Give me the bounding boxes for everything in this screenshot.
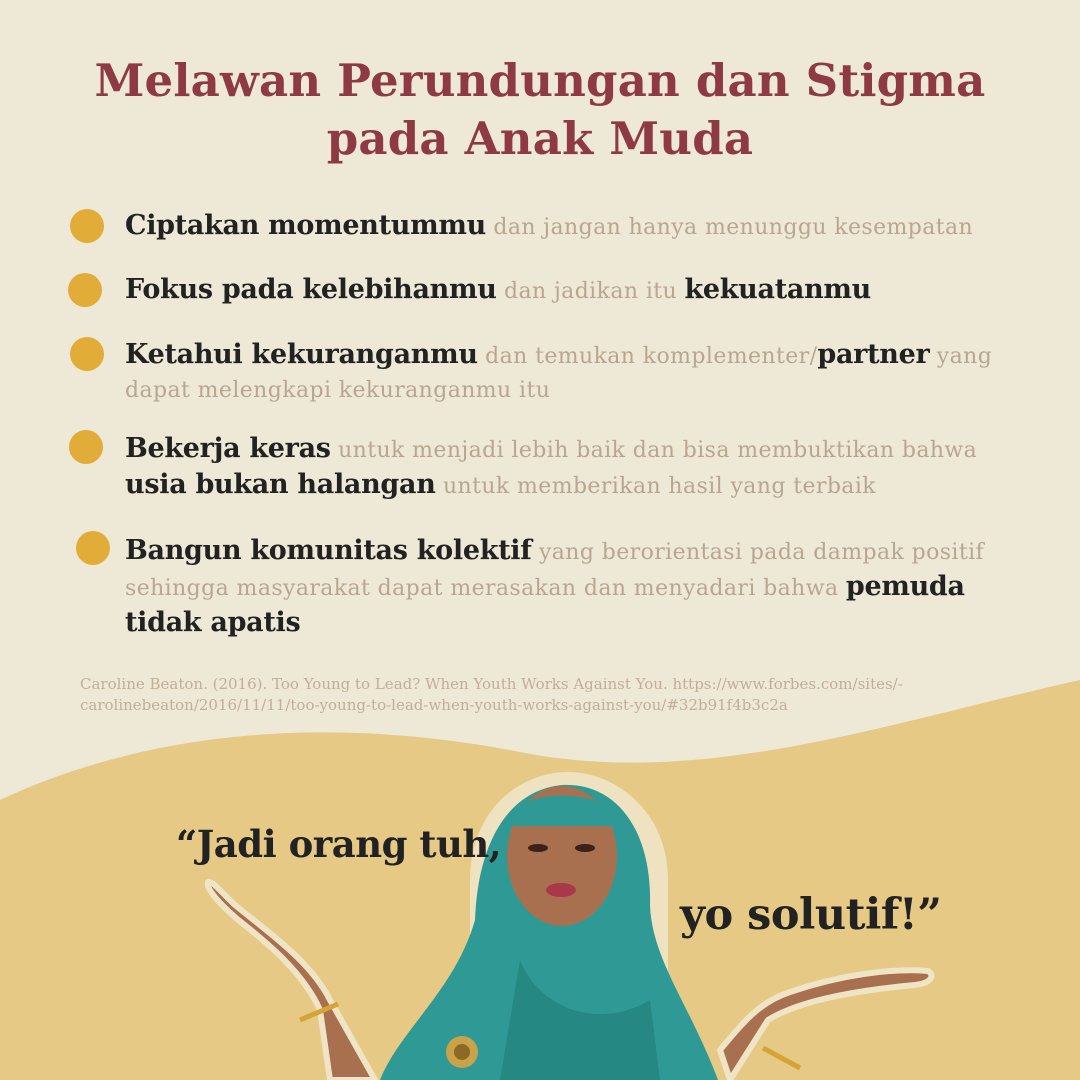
tip-highlight: partner [817,339,930,370]
tip-highlight: tidak apatis [125,607,301,638]
tip-text: untuk menjadi lebih baik dan bisa membuktikan bahwa [330,438,978,463]
tip-text: dan jadikan itu [496,279,685,304]
tip-text: yang [929,344,993,369]
title-line-1: Melawan Perundungan dan Stigma [94,54,986,107]
tip-text: sehingga masyarakat dapat merasakan dan menyadari bahwa [125,576,846,601]
tip-highlight: Bangun komunitas kolektif [125,535,532,566]
quote-part-2: yo solutif!” [680,890,942,940]
tip-text: dan temukan komplementer/ [477,344,818,369]
tip-highlight: Ciptakan momentummu [125,210,486,241]
tip-highlight: Ketahui kekuranganmu [125,339,478,370]
tip-text: dapat melengkapi kekuranganmu itu [125,378,551,403]
tip-text: dan jangan hanya menunggu kesempatan [485,215,974,240]
title-line-2: pada Anak Muda [326,112,754,165]
tip-highlight: Bekerja keras [125,433,331,464]
tip-text: untuk memberikan hasil yang terbaik [435,474,876,499]
tip-highlight: usia bukan halangan [125,469,436,500]
quote-part-1: “Jadi orang tuh, [176,822,502,866]
tip-highlight: kekuatanmu [684,274,871,305]
citation-line-2: carolinebeaton/2016/11/11/too-young-to-lead-when-youth-works-against-you/#32b91f4b3c2a [80,696,788,714]
tip-text: yang berorientasi pada dampak positif [531,540,985,565]
tip-highlight: pemuda [845,571,965,602]
tip-highlight: Fokus pada kelebihanmu [125,274,497,305]
citation-line-1: Caroline Beaton. (2016). Too Young to Lead? When Youth Works Against You. https://www.forbes.com/sites/- [80,675,903,693]
